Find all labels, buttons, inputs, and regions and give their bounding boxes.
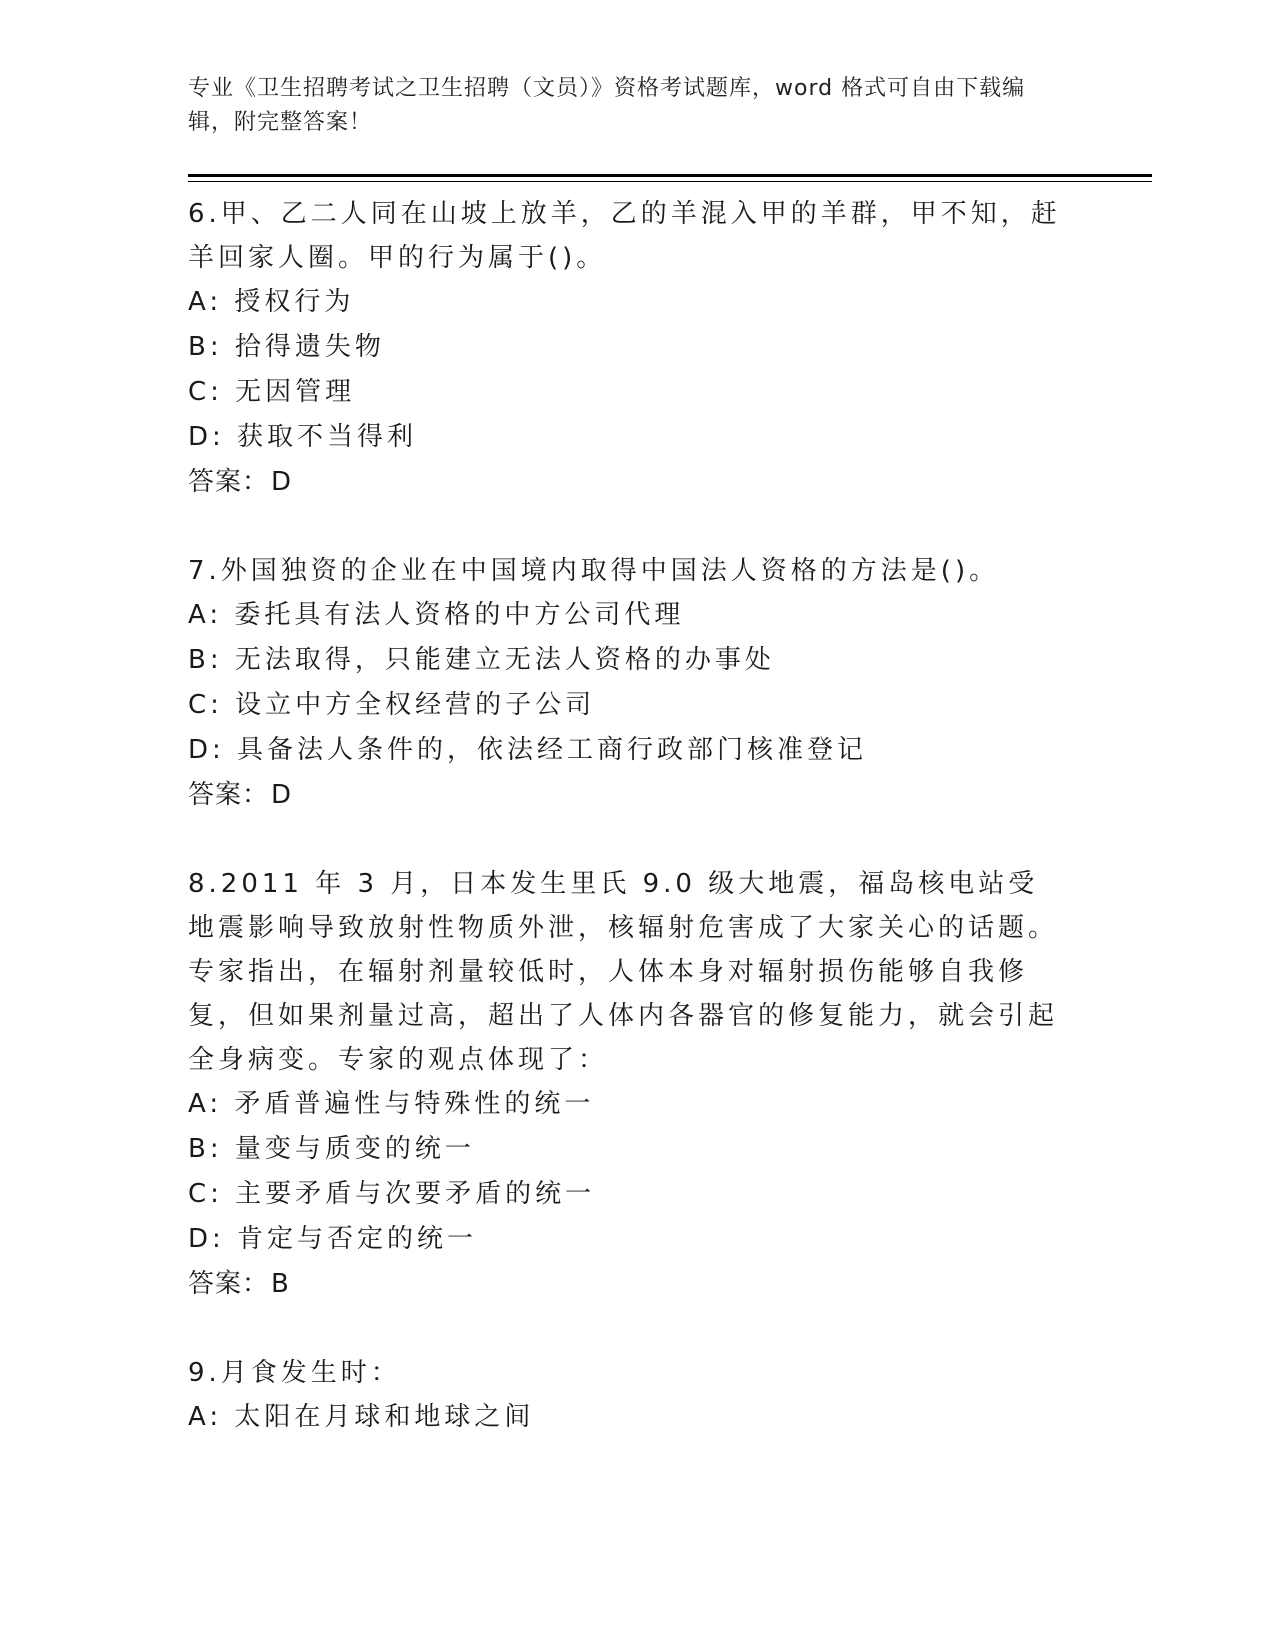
option-b: B: 拾得遗失物 [188,332,385,362]
answer-label: 答案： [188,467,270,497]
answer-line [188,773,1088,818]
header-rule-thin [188,181,1152,182]
option-d: D: 肯定与否定的统一 [188,1224,478,1254]
answer-value: B [271,1269,290,1299]
option-b: B: 量变与质变的统一 [188,1134,475,1164]
option-a: A: 委托具有法人资格的中方公司代理 [188,600,685,630]
answer-value: D [271,780,293,810]
option-d: D: 具备法人条件的，依法经工商行政部门核准登记 [188,735,868,765]
answer-label: 答案： [188,1269,270,1299]
question-stem: 9.月食发生时： [188,1358,401,1388]
question-list [188,186,1088,1440]
question-9 [188,1351,1088,1440]
option-c: C: 主要矛盾与次要矛盾的统一 [188,1179,596,1209]
option-d: D: 获取不当得利 [188,422,418,452]
answer-value: D [271,467,293,497]
question-stem: 6.甲、乙二人同在山坡上放羊，乙的羊混入甲的羊群，甲不知，赶羊回家人圈。甲的行为属于()。 [188,199,1061,273]
question-8 [188,862,1088,1307]
answer-label: 答案： [188,780,270,810]
document-header: 专业《卫生招聘考试之卫生招聘（文员）》资格考试题库，word 格式可自由下载编辑，附完整答案！ [188,76,1026,135]
answer-line [188,1262,1088,1307]
header-rule-thick [188,174,1152,177]
question-6 [188,192,1088,505]
option-c: C: 无因管理 [188,377,356,407]
answer-line [188,460,1088,505]
option-a: A: 授权行为 [188,287,355,317]
option-a: A: 矛盾普遍性与特殊性的统一 [188,1089,595,1119]
question-stem: 7.外国独资的企业在中国境内取得中国法人资格的方法是()。 [188,556,1000,586]
question-7 [188,549,1088,818]
option-c: C: 设立中方全权经营的子公司 [188,690,596,720]
option-a: A: 太阳在月球和地球之间 [188,1402,535,1432]
question-stem: 8.2011 年 3 月，日本发生里氏 9.0 级大地震，福岛核电站受地震影响导致放射性物质外泄，核辐射危害成了大家关心的话题。专家指出，在辐射剂量较低时，人体本身对辐射损伤能够自我修复，但如果剂量过高，超出了人体内各器官的修复能力，就会引起全身病变。专家的观点体现了： [188,869,1059,1075]
option-b: B: 无法取得，只能建立无法人资格的办事处 [188,645,775,675]
